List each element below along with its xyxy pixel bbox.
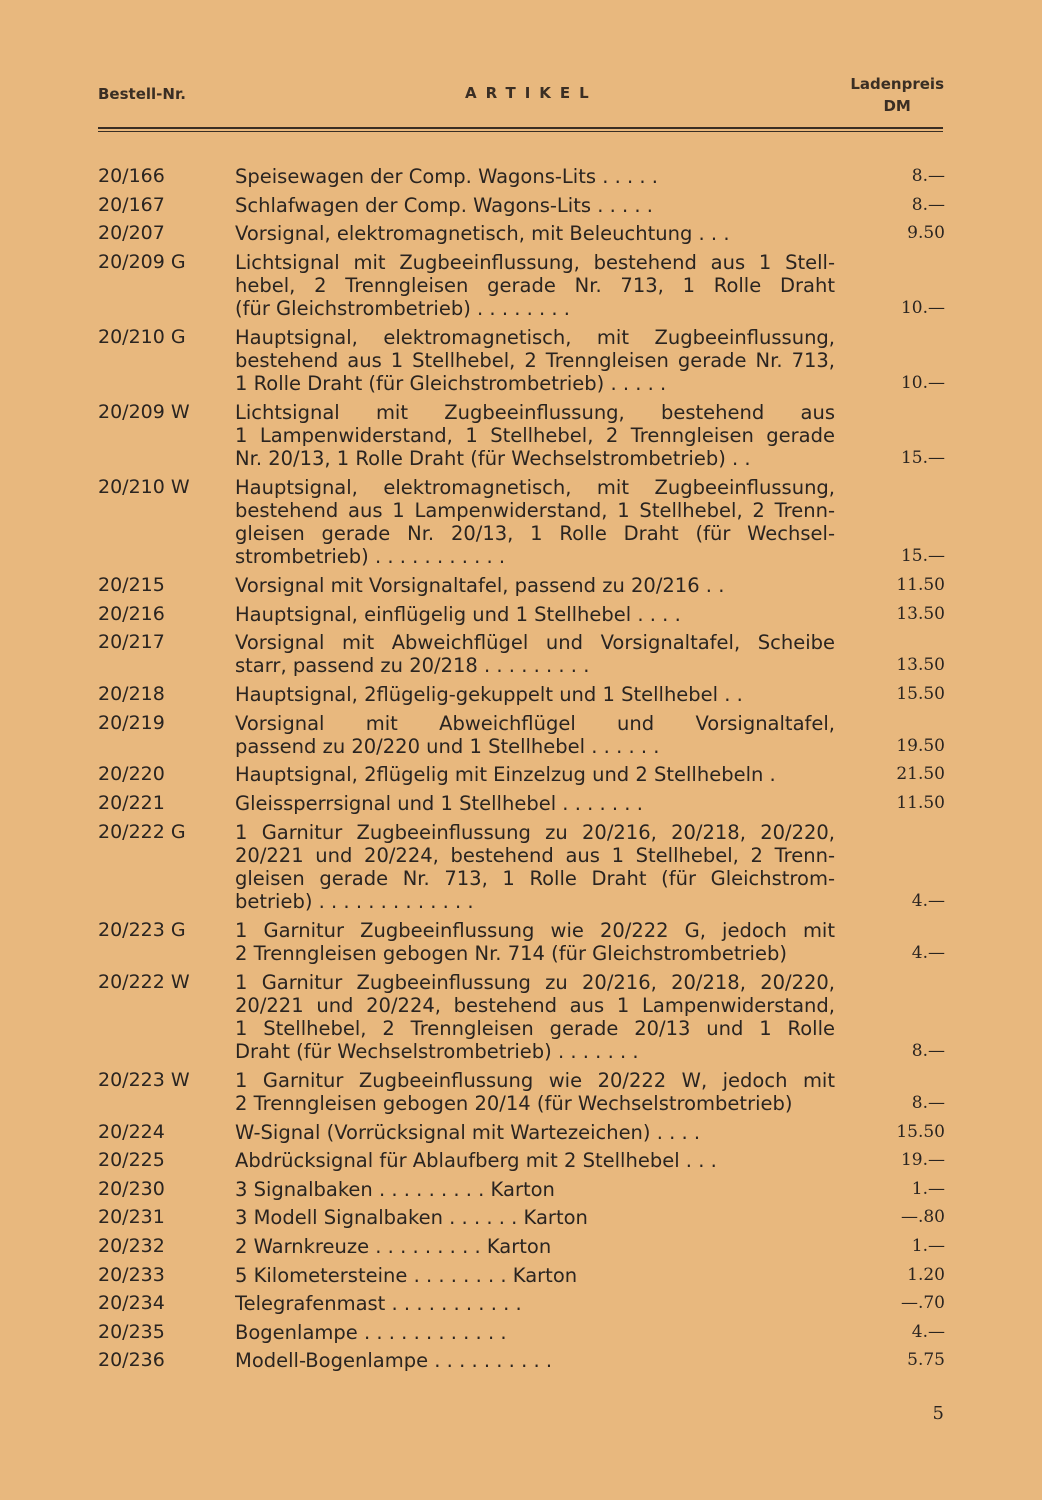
price-list-row [0, 574, 1042, 597]
retail-price: 1.— [911, 1178, 945, 1199]
price-list-row [0, 401, 1042, 471]
order-number: 20/236 [98, 1349, 165, 1372]
price-list-row [0, 763, 1042, 786]
price-list-row [0, 821, 1042, 914]
description-line: Abdrücksignal für Ablaufberg mit 2 Stellhebel . . . [235, 1149, 717, 1173]
article-description [235, 919, 835, 965]
description-line: Vorsignal, elektromagnetisch, mit Beleuchtung . . . [235, 222, 730, 246]
article-description [235, 1069, 835, 1115]
description-line: 2 Trenngleisen gebogen 20/14 (für Wechselstrombetrieb) [235, 1091, 793, 1115]
description-line: Hauptsignal, elektromagnetisch, mit Zugbeeinflussung, [235, 325, 835, 349]
description-line: Telegrafenmast . . . . . . . . . . . [235, 1292, 522, 1316]
description-line: bestehend aus 1 Stellhebel, 2 Trenngleisen gerade Nr. 713, [235, 348, 835, 372]
order-number: 20/222 W [98, 970, 190, 993]
price-list-row [0, 1069, 1042, 1115]
description-line: betrieb) . . . . . . . . . . . . . [235, 890, 474, 914]
description-line: strombetrieb) . . . . . . . . . . . [235, 545, 506, 569]
order-number: 20/234 [98, 1292, 165, 1315]
retail-price: 8.— [911, 166, 945, 186]
retail-price: 1.— [911, 1235, 945, 1256]
article-description [235, 401, 835, 471]
description-line: Schlafwagen der Comp. Wagons-Lits . . . . . [235, 193, 654, 217]
order-number: 20/218 [98, 682, 165, 705]
order-number: 20/221 [98, 791, 165, 814]
price-list [0, 165, 1042, 1378]
article-description [235, 574, 835, 597]
description-line: 20/221 und 20/224, bestehend aus 1 Lampenwiderstand, [235, 993, 835, 1017]
retail-price: 10.— [900, 298, 945, 319]
description-line: Speisewagen der Comp. Wagons-Lits . . . . . [235, 165, 658, 188]
retail-price: 8.— [911, 1041, 945, 1062]
price-list-row [0, 712, 1042, 758]
retail-price: —.70 [900, 1293, 945, 1314]
retail-price: 4.— [911, 1321, 945, 1342]
order-number: 20/230 [98, 1177, 165, 1200]
price-list-row [0, 251, 1042, 321]
order-number: 20/235 [98, 1320, 165, 1343]
price-list-row [0, 1206, 1042, 1229]
price-list-row [0, 194, 1042, 217]
order-number: 20/219 [98, 711, 165, 734]
article-description [235, 1292, 835, 1315]
order-number: 20/209 G [98, 250, 186, 273]
description-line: Vorsignal mit Vorsignaltafel, passend zu 20/216 . . [235, 573, 725, 597]
article-description [235, 971, 835, 1064]
price-list-row [0, 1178, 1042, 1201]
description-line: Vorsignal mit Abweichflügel und Vorsignaltafel, Scheibe [235, 631, 835, 655]
order-number: 20/207 [98, 222, 165, 245]
retail-price: 1.20 [907, 1264, 945, 1285]
article-description [235, 683, 835, 706]
description-line: bestehend aus 1 Lampenwiderstand, 1 Stellhebel, 2 Trenn- [235, 498, 835, 522]
retail-price: 15.50 [896, 1121, 945, 1142]
price-list-row [0, 326, 1042, 396]
article-description [235, 1178, 835, 1201]
header-rule-thin [98, 131, 943, 132]
price-list-row [0, 222, 1042, 245]
description-line: 3 Modell Signalbaken . . . . . . Karton [235, 1206, 588, 1230]
description-line: 1 Garnitur Zugbeeinflussung wie 20/222 W, jedoch mit [235, 1068, 835, 1092]
description-line: 1 Rolle Draht (für Gleichstrombetrieb) . . . . . [235, 372, 667, 396]
price-list-row [0, 1292, 1042, 1315]
order-number: 20/232 [98, 1234, 165, 1257]
description-line: 1 Garnitur Zugbeeinflussung zu 20/216, 20/218, 20/220, [235, 820, 835, 844]
price-list-row [0, 792, 1042, 815]
column-header-article: ARTIKEL [465, 84, 598, 102]
description-line: Hauptsignal, elektromagnetisch, mit Zugbeeinflussung, [235, 475, 835, 499]
description-line: Bogenlampe . . . . . . . . . . . . [235, 1320, 507, 1344]
description-line: 5 Kilometersteine . . . . . . . . Karton [235, 1263, 578, 1287]
article-description [235, 712, 835, 758]
price-list-row [0, 683, 1042, 706]
article-description [235, 1149, 835, 1172]
order-number: 20/223 G [98, 918, 186, 941]
price-list-row [0, 1349, 1042, 1372]
order-number: 20/223 W [98, 1068, 190, 1091]
description-line: (für Gleichstrombetrieb) . . . . . . . . [235, 297, 571, 321]
retail-price: 4.— [911, 891, 945, 912]
retail-price: 15.— [900, 546, 945, 567]
description-line: 1 Garnitur Zugbeeinflussung wie 20/222 G, jedoch mit [235, 918, 835, 942]
description-line: 1 Stellhebel, 2 Trenngleisen gerade 20/13 und 1 Rolle [235, 1016, 835, 1040]
price-list-row [0, 165, 1042, 188]
order-number: 20/216 [98, 602, 165, 625]
description-line: gleisen gerade Nr. 20/13, 1 Rolle Draht (für Wechsel- [235, 522, 835, 546]
order-number: 20/210 W [98, 475, 190, 498]
order-number: 20/215 [98, 573, 165, 596]
description-line: Draht (für Wechselstrombetrieb) . . . . . . . [235, 1040, 639, 1064]
price-list-row [0, 631, 1042, 677]
order-number: 20/220 [98, 763, 165, 786]
description-line: Lichtsignal mit Zugbeeinflussung, bestehend aus [235, 400, 835, 424]
retail-price: 5.75 [907, 1350, 945, 1371]
price-list-row [0, 1235, 1042, 1258]
column-header-price-label: Ladenpreis [850, 75, 944, 93]
description-line: Hauptsignal, einflügelig und 1 Stellhebel . . . . [235, 602, 681, 626]
order-number: 20/225 [98, 1149, 165, 1172]
article-description [235, 326, 835, 396]
article-description [235, 603, 835, 626]
article-description [235, 194, 835, 217]
description-line: Lichtsignal mit Zugbeeinflussung, bestehend aus 1 Stell- [235, 250, 835, 274]
article-description [235, 222, 835, 245]
description-line: Gleissperrsignal und 1 Stellhebel . . . . . . . [235, 791, 643, 815]
order-number: 20/233 [98, 1263, 165, 1286]
order-number: 20/231 [98, 1206, 165, 1229]
description-line: Vorsignal mit Abweichflügel und Vorsignaltafel, [235, 711, 835, 735]
description-line: 1 Lampenwiderstand, 1 Stellhebel, 2 Trenngleisen gerade [235, 423, 835, 447]
retail-price: —.80 [900, 1207, 945, 1228]
article-description [235, 631, 835, 677]
retail-price: 13.50 [896, 603, 945, 624]
article-description [235, 1264, 835, 1287]
order-number: 20/217 [98, 631, 165, 654]
retail-price: 19.— [900, 1150, 945, 1171]
order-number: 20/166 [98, 165, 165, 187]
order-number: 20/167 [98, 193, 165, 216]
price-list-row [0, 1264, 1042, 1287]
retail-price: 9.50 [907, 223, 945, 244]
order-number: 20/224 [98, 1120, 165, 1143]
price-list-row [0, 603, 1042, 626]
description-line: 2 Trenngleisen gebogen Nr. 714 (für Gleichstrombetrieb) [235, 941, 787, 965]
description-line: starr, passend zu 20/218 . . . . . . . . . [235, 654, 590, 678]
retail-price: 10.— [900, 373, 945, 394]
retail-price: 19.50 [896, 735, 945, 756]
article-description [235, 476, 835, 569]
description-line: gleisen gerade Nr. 713, 1 Rolle Draht (für Gleichstrom- [235, 866, 835, 890]
description-line: passend zu 20/220 und 1 Stellhebel . . . . . . [235, 734, 660, 758]
price-list-row [0, 919, 1042, 965]
retail-price: 21.50 [896, 764, 945, 785]
column-header-price [850, 73, 944, 117]
description-line: Nr. 20/13, 1 Rolle Draht (für Wechselstrombetrieb) . . [235, 447, 751, 471]
article-description [235, 1349, 835, 1372]
retail-price: 15.— [900, 448, 945, 469]
description-line: hebel, 2 Trenngleisen gerade Nr. 713, 1 Rolle Draht [235, 273, 835, 297]
order-number: 20/209 W [98, 400, 190, 423]
price-list-row [0, 1149, 1042, 1172]
article-description [235, 251, 835, 321]
description-line: Hauptsignal, 2flügelig mit Einzelzug und 2 Stellhebeln . [235, 763, 776, 787]
price-list-row [0, 971, 1042, 1064]
retail-price: 8.— [911, 1092, 945, 1113]
page-number: 5 [932, 1403, 944, 1424]
header-rule [98, 127, 943, 129]
article-description [235, 763, 835, 786]
column-header-price-currency: DM [883, 97, 911, 115]
article-description [235, 165, 835, 188]
article-description [235, 1235, 835, 1258]
retail-price: 13.50 [896, 655, 945, 676]
article-description [235, 1206, 835, 1229]
article-description [235, 1121, 835, 1144]
price-list-row [0, 1321, 1042, 1344]
article-description [235, 1321, 835, 1344]
description-line: 1 Garnitur Zugbeeinflussung zu 20/216, 20/218, 20/220, [235, 970, 835, 994]
price-list-row [0, 476, 1042, 569]
retail-price: 8.— [911, 194, 945, 215]
description-line: 3 Signalbaken . . . . . . . . . Karton [235, 1177, 555, 1201]
order-number: 20/222 G [98, 820, 186, 843]
description-line: 2 Warnkreuze . . . . . . . . . Karton [235, 1234, 552, 1258]
price-list-row [0, 1121, 1042, 1144]
article-description [235, 792, 835, 815]
retail-price: 15.50 [896, 683, 945, 704]
column-header-order-number: Bestell-Nr. [98, 85, 186, 103]
retail-price: 11.50 [896, 792, 945, 813]
retail-price: 11.50 [896, 574, 945, 595]
description-line: W-Signal (Vorrücksignal mit Wartezeichen) . . . . [235, 1120, 701, 1144]
order-number: 20/210 G [98, 325, 186, 348]
description-line: Hauptsignal, 2flügelig-gekuppelt und 1 Stellhebel . . [235, 682, 743, 706]
retail-price: 4.— [911, 942, 945, 963]
description-line: 20/221 und 20/224, bestehend aus 1 Stellhebel, 2 Trenn- [235, 843, 835, 867]
description-line: Modell-Bogenlampe . . . . . . . . . . [235, 1349, 553, 1373]
article-description [235, 821, 835, 914]
